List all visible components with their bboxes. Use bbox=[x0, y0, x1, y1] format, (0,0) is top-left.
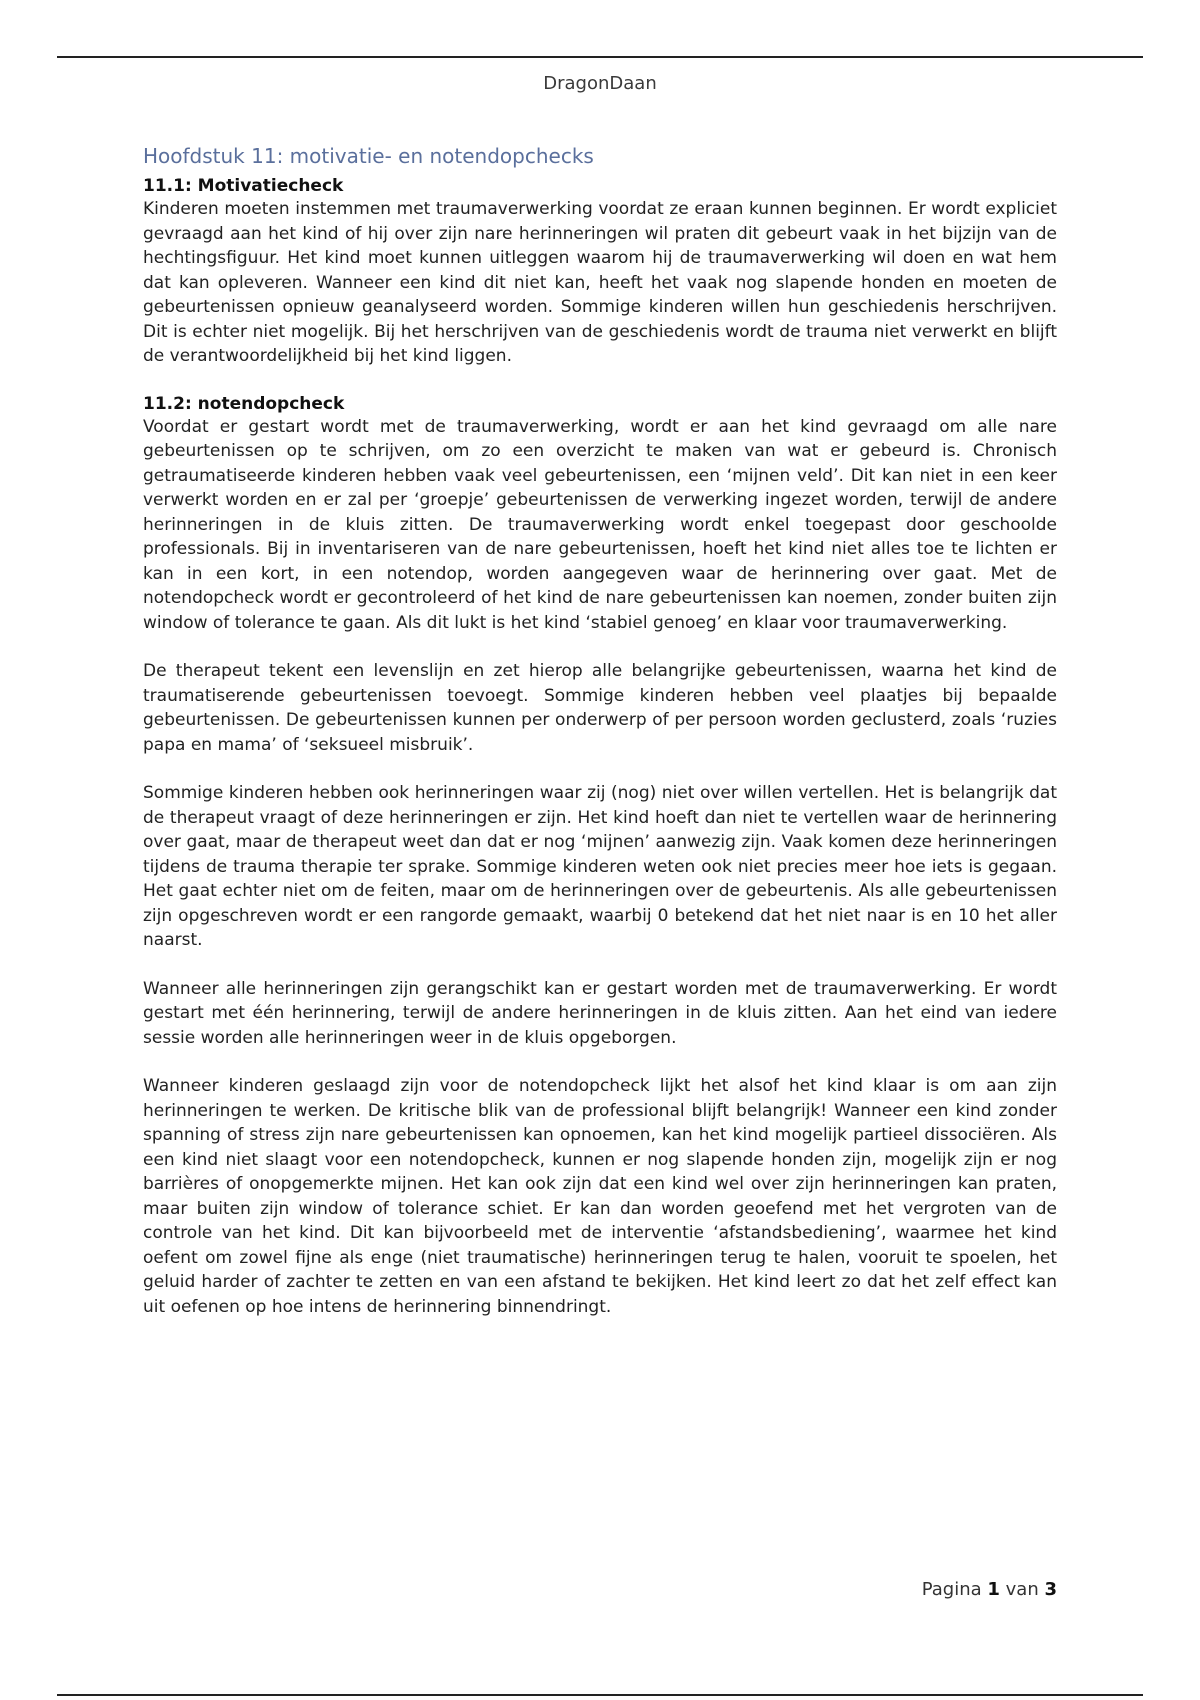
spacer bbox=[143, 1050, 1057, 1074]
paragraph: Sommige kinderen hebben ook herinneringen waar zij (nog) niet over willen vertellen. Het is belangrijk dat de therapeut vraagt of deze herinneringen er zijn. Het kind hoeft dan niet te vertellen waar de herinnering over gaat, maar de therapeut weet dan dat er nog ‘mijnen’ aanwezig zijn. Vaak komen deze herinneringen tijdens de trauma therapie ter sprake. Sommige kinderen weten ook niet precies meer hoe iets is gegaan. Het gaat echter niet om de feiten, maar om de herinneringen over de gebeurtenis. Als alle gebeurtenissen zijn opgeschreven wordt er een rangorde gemaakt, waarbij 0 betekend dat het niet naar is en 10 het aller naarst. bbox=[143, 783, 1057, 950]
section-heading-motivatiecheck: 11.1: Motivatiecheck bbox=[143, 176, 344, 196]
spacer bbox=[143, 635, 1057, 659]
footer-rule bbox=[57, 1694, 1143, 1696]
document-body bbox=[143, 142, 1057, 1319]
chapter-title: Hoofdstuk 11: motivatie- en notendopchecks bbox=[143, 144, 594, 168]
paragraph: De therapeut tekent een levenslijn en zet hierop alle belangrijke gebeurtenissen, waarna het kind de traumatiserende gebeurtenissen toevoegt. Sommige kinderen hebben veel plaatjes bij bepaalde gebeurtenissen. De gebeurtenissen kunnen per onderwerp of per persoon worden geclusterd, zoals ‘ruzies papa en mama’ of ‘seksueel misbruik’. bbox=[143, 661, 1057, 755]
page-footer bbox=[922, 1579, 1057, 1600]
paragraph: Voordat er gestart wordt met de traumaverwerking, wordt er aan het kind gevraagd om alle nare gebeurtenissen op te schrijven, om zo een overzicht te maken van wat er gebeurd is. Chronisch getraumatiseerde kinderen hebben vaak veel gebeurtenissen, een ‘mijnen veld’. Dit kan niet in een keer verwerkt worden en er zal per ‘groepje’ gebeurtenissen de verwerking ingezet worden, terwijl de andere herinneringen in de kluis zitten. De traumaverwerking wordt enkel toegepast door geschoolde professionals. Bij in inventariseren van de nare gebeurtenissen, hoeft het kind niet alles toe te lichten er kan in een kort, in een notendop, worden aangegeven waar de herinnering over gaat. Met de notendopcheck wordt er gecontroleerd of het kind de nare gebeurtenissen kan noemen, zonder buiten zijn window of tolerance te gaan. Als dit lukt is het kind ‘stabiel genoeg’ en klaar voor traumaverwerking. bbox=[143, 416, 1057, 633]
total-pages: 3 bbox=[1044, 1579, 1057, 1600]
page-label: Pagina bbox=[921, 1579, 982, 1600]
spacer bbox=[143, 369, 1057, 393]
section-heading-notendopcheck: 11.2: notendopcheck bbox=[143, 393, 345, 414]
paragraph: Wanneer kinderen geslaagd zijn voor de notendopcheck lijkt het alsof het kind klaar is om aan zijn herinneringen te werken. De kritische blik van de professional blijft belangrijk! Wanneer een kind zonder spanning of stress zijn nare gebeurtenissen kan opnoemen, kan het kind mogelijk partieel dissociëren. Als een kind niet slaagt voor een notendopcheck, kunnen er nog slapende honden zijn, mogelijk zijn er nog barrières of onopgemerkte mijnen. Het kan ook zijn dat een kind wel over zijn herinneringen kan praten, maar buiten zijn window of tolerance schiet. Er kan dan worden geoefend met het vergroten van de controle van het kind. Dit kan bijvoorbeeld met de interventie ‘afstandsbediening’, waarmee het kind oefent om zowel fijne als enge (niet traumatische) herinneringen terug te halen, vooruit te spoelen, het geluid harder of zachter te zetten en van een afstand te bekijken. Het kind leert zo dat het zelf effect kan uit oefenen op hoe intens de herinnering binnendringt. bbox=[143, 1076, 1057, 1317]
page-number: 1 bbox=[987, 1579, 1000, 1600]
paragraph: Kinderen moeten instemmen met traumaverwerking voordat ze eraan kunnen beginnen. Er wordt expliciet gevraagd aan het kind of hij over zijn nare herinneringen wil praten dit gebeurt vaak in het bijzijn van de hechtingsfiguur. Het kind moet kunnen uitleggen waarom hij de traumaverwerking wil doen en wat hem dat kan opleveren. Wanneer een kind dit niet kan, heeft het vaak nog slapende honden en moeten de gebeurtenissen opnieuw geanalyseerd worden. Sommige kinderen willen hun geschiedenis herschrijven. Dit is echter niet mogelijk. Bij het herschrijven van de geschiedenis wordt de trauma niet verwerkt en blijft de verantwoordelijkheid bij het kind liggen. bbox=[143, 199, 1057, 366]
header-rule bbox=[57, 56, 1143, 58]
header-author: DragonDaan bbox=[543, 73, 657, 94]
spacer bbox=[143, 953, 1057, 977]
paragraph: Wanneer alle herinneringen zijn gerangschikt kan er gestart worden met de traumaverwerking. Er wordt gestart met één herinnering, terwijl de andere herinneringen in de kluis zitten. Aan het eind van iedere sessie worden alle herinneringen weer in de kluis opgeborgen. bbox=[143, 978, 1057, 1048]
spacer bbox=[143, 757, 1057, 781]
of-label: van bbox=[1005, 1579, 1039, 1600]
